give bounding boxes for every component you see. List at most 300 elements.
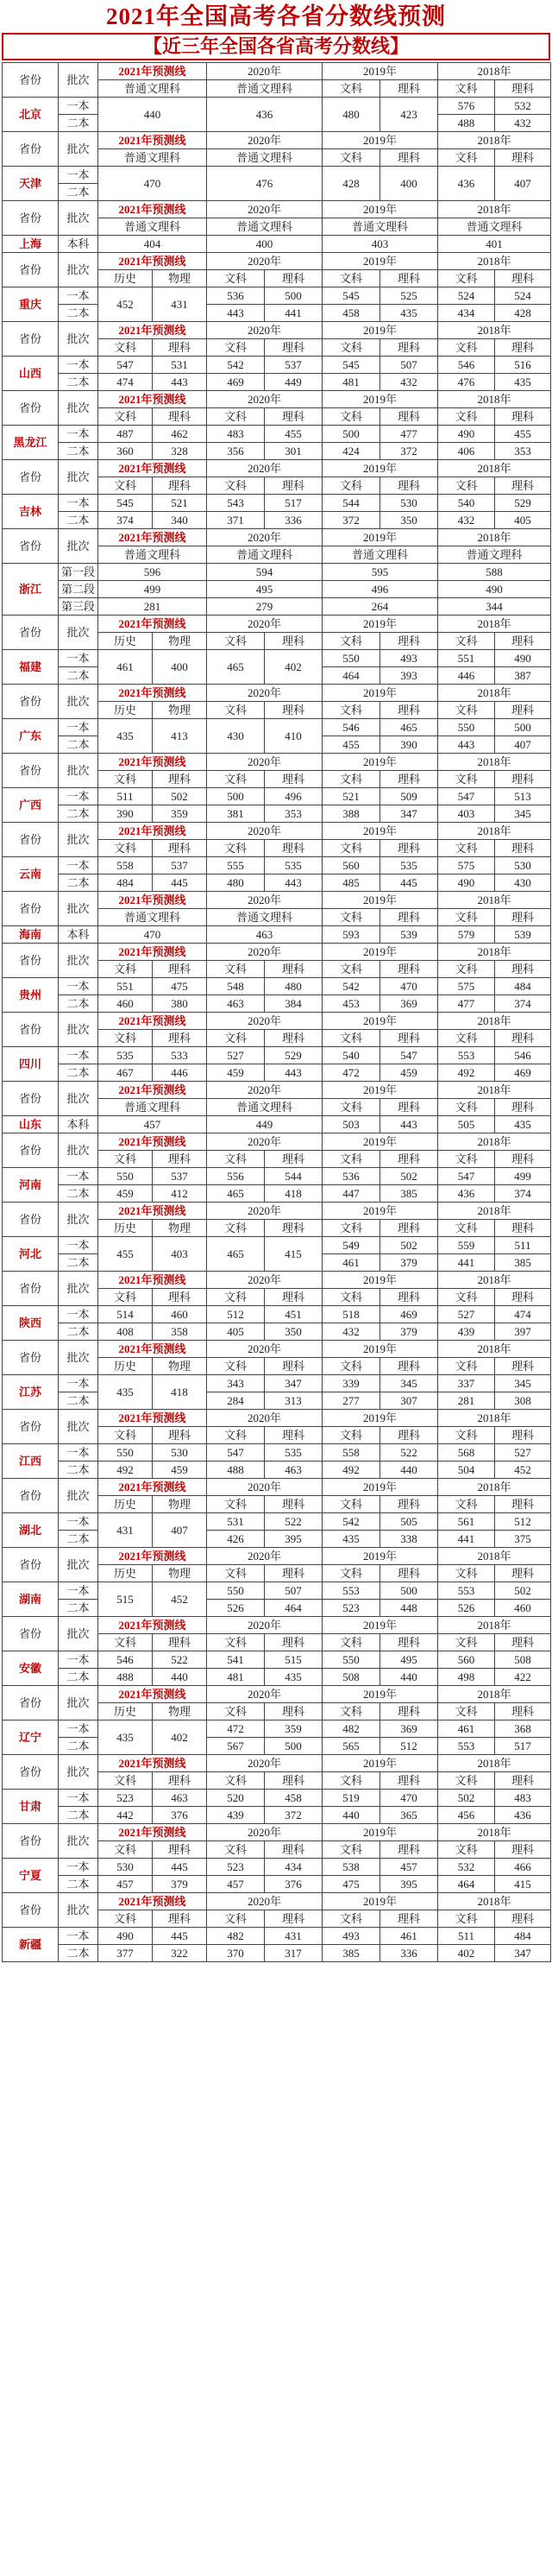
- score-cell: 395: [265, 1531, 323, 1548]
- subject-header: 理科: [495, 1496, 551, 1513]
- batch-cell: 二本: [59, 995, 98, 1013]
- subject-header: 文科: [438, 1220, 495, 1237]
- score-cell: 525: [380, 287, 438, 305]
- subject-header: 理科: [153, 1634, 207, 1651]
- subject-header: 文科: [207, 1220, 265, 1237]
- score-cell: 426: [207, 1531, 265, 1548]
- batch-cell: 二本: [59, 374, 98, 391]
- province-label-cell: 省份: [3, 1479, 59, 1513]
- province-name: 天津: [3, 167, 59, 201]
- score-cell: 436: [207, 98, 323, 132]
- score-cell: 594: [207, 564, 323, 581]
- score-cell: 412: [153, 1185, 207, 1203]
- score-cell: 553: [323, 1582, 380, 1600]
- year-2018-header: 2018年: [438, 616, 551, 633]
- data-row: [3, 357, 551, 374]
- score-cell: 435: [98, 1375, 153, 1410]
- pred-header: 2021年预测线: [98, 1893, 207, 1910]
- batch-label-cell: 批次: [59, 391, 98, 426]
- subject-header: 文科: [207, 1565, 265, 1582]
- province-name: 湖北: [3, 1513, 59, 1548]
- province-header-row: [3, 1133, 551, 1151]
- score-cell: 430: [495, 874, 551, 892]
- subject-header: 理科: [380, 702, 438, 719]
- province-label-cell: 省份: [3, 63, 59, 98]
- subject-header: 文科: [323, 80, 380, 98]
- score-cell: 502: [380, 1237, 438, 1254]
- score-cell: 500: [265, 287, 323, 305]
- pred-header: 2021年预测线: [98, 1013, 207, 1030]
- score-cell: 428: [495, 305, 551, 322]
- pred-header: 2021年预测线: [98, 201, 207, 218]
- subject-header: 理科: [495, 1772, 551, 1790]
- score-cell: 317: [265, 1945, 323, 1962]
- score-cell: 550: [323, 650, 380, 667]
- score-cell: 576: [438, 98, 495, 115]
- subject-header: 理科: [495, 1841, 551, 1859]
- subject-header: 文科: [438, 702, 495, 719]
- data-row: [3, 443, 551, 460]
- data-row: [3, 874, 551, 892]
- data-row: [3, 495, 551, 512]
- score-cell: 340: [153, 512, 207, 529]
- score-cell: 449: [207, 1116, 323, 1133]
- subject-header: 文科: [98, 1634, 153, 1651]
- data-row: [3, 1531, 551, 1548]
- score-cell: 403: [438, 805, 495, 823]
- score-cell: 488: [98, 1669, 153, 1686]
- score-cell: 524: [438, 287, 495, 305]
- subject-header: 文科: [438, 1910, 495, 1928]
- pred-header: 2021年预测线: [98, 1686, 207, 1703]
- score-cell: 279: [207, 598, 323, 616]
- score-cell: 457: [207, 1876, 265, 1893]
- subject-header: 理科: [380, 1289, 438, 1306]
- subject-header: 文科: [323, 1703, 380, 1720]
- score-cell: 337: [438, 1375, 495, 1392]
- year-2019-header: 2019年: [323, 1686, 438, 1703]
- score-cell: 415: [495, 1876, 551, 1893]
- score-cell: 512: [207, 1306, 265, 1323]
- score-cell: 523: [207, 1859, 265, 1876]
- score-cell: 544: [323, 495, 380, 512]
- year-2019-header: 2019年: [323, 1082, 438, 1099]
- score-cell: 498: [438, 1669, 495, 1686]
- subject-header: 文科: [438, 270, 495, 287]
- score-cell: 457: [98, 1116, 207, 1133]
- score-cell: 588: [438, 564, 551, 581]
- batch-cell: 二本: [59, 1876, 98, 1893]
- batch-cell: 二本: [59, 1185, 98, 1203]
- score-cell: 465: [380, 719, 438, 736]
- data-row: [3, 1047, 551, 1064]
- province-header-row: [3, 1479, 551, 1496]
- score-cell: 388: [323, 805, 380, 823]
- data-row: [3, 598, 551, 616]
- score-cell: 455: [265, 426, 323, 443]
- year-2019-header: 2019年: [323, 1824, 438, 1841]
- subject-header: 物理: [153, 633, 207, 650]
- score-cell: 441: [438, 1531, 495, 1548]
- subject-header: 理科: [495, 408, 551, 426]
- subject-header: 理科: [153, 840, 207, 857]
- subject-header: 理科: [380, 149, 438, 167]
- score-cell: 441: [438, 1254, 495, 1272]
- score-cell: 403: [153, 1237, 207, 1272]
- subject-header: 理科: [380, 1358, 438, 1375]
- province-header-row: [3, 1548, 551, 1565]
- province-label-cell: 省份: [3, 1133, 59, 1168]
- subject-header: 理科: [153, 408, 207, 426]
- year-2018-header: 2018年: [438, 1341, 551, 1358]
- score-cell: 435: [495, 1116, 551, 1133]
- score-cell: 448: [380, 1600, 438, 1617]
- subject-header: 文科: [438, 1496, 495, 1513]
- score-cell: 511: [495, 1237, 551, 1254]
- score-cell: 535: [380, 857, 438, 874]
- score-cell: 579: [438, 926, 495, 944]
- year-2020-header: 2020年: [207, 1686, 323, 1703]
- data-row: [3, 512, 551, 529]
- score-cell: 544: [265, 1168, 323, 1185]
- province-label-cell: 省份: [3, 391, 59, 426]
- score-cell: 418: [265, 1185, 323, 1203]
- score-cell: 400: [207, 236, 323, 253]
- pred-header: 2021年预测线: [98, 63, 207, 80]
- province-header-row: [3, 754, 551, 771]
- subject-header: 普通文理科: [207, 546, 323, 564]
- score-cell: 530: [495, 857, 551, 874]
- data-row: [3, 1323, 551, 1341]
- score-cell: 359: [153, 805, 207, 823]
- province-header-row: [3, 892, 551, 909]
- batch-label-cell: 批次: [59, 1013, 98, 1047]
- pred-header: 2021年预测线: [98, 1082, 207, 1099]
- score-cell: 521: [153, 495, 207, 512]
- score-cell: 515: [98, 1582, 153, 1617]
- score-cell: 503: [323, 1116, 380, 1133]
- year-2019-header: 2019年: [323, 616, 438, 633]
- subject-header: 理科: [265, 1703, 323, 1720]
- subject-header: 理科: [265, 408, 323, 426]
- year-2020-header: 2020年: [207, 754, 323, 771]
- data-row: [3, 1790, 551, 1807]
- subject-header: 历史: [98, 633, 153, 650]
- data-row: [3, 1669, 551, 1686]
- score-cell: 481: [207, 1669, 265, 1686]
- subject-header: 理科: [380, 270, 438, 287]
- province-label-cell: 省份: [3, 1203, 59, 1237]
- data-row: [3, 287, 551, 305]
- province-header-row: [3, 685, 551, 702]
- subject-header: 历史: [98, 1565, 153, 1582]
- subject-header: 理科: [380, 1772, 438, 1790]
- score-cell: 490: [438, 874, 495, 892]
- score-cell: 547: [438, 1168, 495, 1185]
- province-name: 福建: [3, 650, 59, 685]
- year-2018-header: 2018年: [438, 1082, 551, 1099]
- score-cell: 435: [495, 374, 551, 391]
- subject-header: 理科: [495, 702, 551, 719]
- subject-header: 文科: [438, 1841, 495, 1859]
- province-name: 广东: [3, 719, 59, 754]
- score-cell: 484: [495, 1928, 551, 1945]
- score-cell: 495: [207, 581, 323, 598]
- score-cell: 365: [380, 1807, 438, 1824]
- subject-header: 普通文理科: [207, 909, 323, 926]
- score-cell: 347: [495, 1945, 551, 1962]
- score-cell: 407: [495, 167, 551, 201]
- subject-header: 理科: [380, 1099, 438, 1116]
- subject-header: 理科: [265, 961, 323, 978]
- data-row: [3, 1651, 551, 1669]
- year-2019-header: 2019年: [323, 132, 438, 149]
- score-cell: 529: [495, 495, 551, 512]
- score-cell: 369: [380, 1720, 438, 1738]
- province-header-row: [3, 1410, 551, 1427]
- score-cell: 401: [438, 236, 551, 253]
- batch-label-cell: 批次: [59, 63, 98, 98]
- score-cell: 381: [207, 805, 265, 823]
- subject-header: 理科: [380, 961, 438, 978]
- subject-header: 文科: [207, 1910, 265, 1928]
- score-cell: 443: [207, 305, 265, 322]
- batch-cell: 二本: [59, 1392, 98, 1410]
- year-2018-header: 2018年: [438, 201, 551, 218]
- score-cell: 508: [323, 1669, 380, 1686]
- score-cell: 550: [98, 1444, 153, 1462]
- subject-header: 文科: [323, 1099, 380, 1116]
- score-cell: 445: [153, 874, 207, 892]
- subject-header: 文科: [438, 408, 495, 426]
- data-row: [3, 926, 551, 944]
- data-row: [3, 1859, 551, 1876]
- batch-cell: 一本: [59, 1582, 98, 1600]
- province-label-cell: 省份: [3, 1410, 59, 1444]
- score-cell: 455: [495, 426, 551, 443]
- pred-header: 2021年预测线: [98, 1133, 207, 1151]
- subject-header: 物理: [153, 1496, 207, 1513]
- subject-header: 理科: [265, 339, 323, 357]
- year-2018-header: 2018年: [438, 1755, 551, 1772]
- province-header-row: [3, 63, 551, 80]
- year-2020-header: 2020年: [207, 391, 323, 408]
- subject-header: 理科: [153, 1030, 207, 1047]
- year-2018-header: 2018年: [438, 1013, 551, 1030]
- score-cell: 459: [98, 1185, 153, 1203]
- score-cell: 432: [380, 374, 438, 391]
- score-cell: 526: [438, 1600, 495, 1617]
- subject-header: 文科: [438, 149, 495, 167]
- subject-header: 文科: [207, 771, 265, 788]
- score-cell: 477: [438, 995, 495, 1013]
- score-cell: 560: [438, 1651, 495, 1669]
- subject-header: 文科: [323, 909, 380, 926]
- subject-header: 文科: [438, 477, 495, 495]
- score-cell: 481: [323, 374, 380, 391]
- score-cell: 461: [323, 1254, 380, 1272]
- province-label-cell: 省份: [3, 201, 59, 236]
- data-row: [3, 1168, 551, 1185]
- subject-header: 理科: [153, 339, 207, 357]
- score-cell: 400: [153, 650, 207, 685]
- year-2019-header: 2019年: [323, 754, 438, 771]
- score-cell: 408: [98, 1323, 153, 1341]
- subject-header: 文科: [207, 1634, 265, 1651]
- batch-label-cell: 批次: [59, 1082, 98, 1116]
- year-2019-header: 2019年: [323, 892, 438, 909]
- batch-label-cell: 批次: [59, 1341, 98, 1375]
- score-cell: 535: [265, 1444, 323, 1462]
- subject-header: 文科: [438, 339, 495, 357]
- score-cell: 372: [380, 443, 438, 460]
- score-cell: 519: [323, 1790, 380, 1807]
- score-cell: 405: [207, 1323, 265, 1341]
- subject-header: 文科: [438, 1703, 495, 1720]
- score-cell: 495: [380, 1651, 438, 1669]
- subject-header: 历史: [98, 1358, 153, 1375]
- subject-header: 普通文理科: [207, 80, 323, 98]
- score-cell: 550: [323, 1651, 380, 1669]
- score-cell: 488: [438, 115, 495, 132]
- score-cell: 533: [153, 1047, 207, 1064]
- score-cell: 463: [207, 926, 323, 944]
- score-cell: 575: [438, 857, 495, 874]
- score-cell: 521: [323, 788, 380, 805]
- score-cell: 514: [98, 1306, 153, 1323]
- subject-header: 理科: [495, 1151, 551, 1168]
- score-cell: 520: [207, 1790, 265, 1807]
- batch-label-cell: 批次: [59, 460, 98, 495]
- subject-header: 理科: [380, 80, 438, 98]
- year-2019-header: 2019年: [323, 1341, 438, 1358]
- score-cell: 353: [265, 805, 323, 823]
- score-cell: 457: [380, 1859, 438, 1876]
- subject-header: 文科: [323, 1772, 380, 1790]
- pred-header: 2021年预测线: [98, 892, 207, 909]
- data-row: [3, 1185, 551, 1203]
- score-cell: 542: [207, 357, 265, 374]
- score-cell: 455: [98, 1237, 153, 1272]
- year-2020-header: 2020年: [207, 1755, 323, 1772]
- subject-header: 理科: [380, 1427, 438, 1444]
- score-cell: 474: [98, 374, 153, 391]
- subject-header: 理科: [265, 1358, 323, 1375]
- subject-header: 理科: [153, 1772, 207, 1790]
- score-cell: 430: [207, 719, 265, 754]
- score-cell: 493: [380, 650, 438, 667]
- score-cell: 527: [495, 1444, 551, 1462]
- score-cell: 474: [495, 1306, 551, 1323]
- score-cell: 458: [265, 1790, 323, 1807]
- subject-header: 普通文理科: [98, 218, 207, 236]
- subject-header: 文科: [323, 771, 380, 788]
- subject-header: 文科: [323, 1030, 380, 1047]
- pred-header: 2021年预测线: [98, 1341, 207, 1358]
- batch-cell: 一本: [59, 1859, 98, 1876]
- pred-header: 2021年预测线: [98, 1272, 207, 1289]
- score-cell: 443: [265, 874, 323, 892]
- score-cell: 356: [207, 443, 265, 460]
- batch-cell: 一本: [59, 1375, 98, 1392]
- score-cell: 500: [495, 719, 551, 736]
- province-name: 浙江: [3, 564, 59, 616]
- score-cell: 560: [323, 857, 380, 874]
- score-cell: 470: [98, 167, 207, 201]
- score-cell: 547: [207, 1444, 265, 1462]
- score-cell: 490: [438, 581, 551, 598]
- subject-header: 物理: [153, 1220, 207, 1237]
- year-2018-header: 2018年: [438, 1548, 551, 1565]
- score-cell: 343: [207, 1375, 265, 1392]
- score-cell: 500: [323, 426, 380, 443]
- pred-header: 2021年预测线: [98, 1479, 207, 1496]
- score-cell: 483: [207, 426, 265, 443]
- score-cell: 517: [495, 1738, 551, 1755]
- score-cell: 504: [438, 1462, 495, 1479]
- subject-header: 文科: [323, 270, 380, 287]
- pred-header: 2021年预测线: [98, 944, 207, 961]
- subject-header: 理科: [265, 1289, 323, 1306]
- score-cell: 480: [207, 874, 265, 892]
- score-cell: 461: [98, 650, 153, 685]
- year-2020-header: 2020年: [207, 1548, 323, 1565]
- score-cell: 539: [380, 926, 438, 944]
- year-2020-header: 2020年: [207, 823, 323, 840]
- subject-header: 文科: [323, 961, 380, 978]
- year-2018-header: 2018年: [438, 322, 551, 339]
- batch-cell: 一本: [59, 719, 98, 736]
- data-row: [3, 1064, 551, 1082]
- province-name: 上海: [3, 236, 59, 253]
- subject-header: 理科: [495, 961, 551, 978]
- batch-label-cell: 批次: [59, 754, 98, 788]
- page-title: 2021年全国高考各省分数线预测: [106, 3, 446, 29]
- subject-header: 理科: [380, 1634, 438, 1651]
- subject-header: 理科: [265, 477, 323, 495]
- subject-header: 理科: [380, 1030, 438, 1047]
- province-name: 湖南: [3, 1582, 59, 1617]
- score-cell: 404: [98, 236, 207, 253]
- score-cell: 350: [380, 512, 438, 529]
- data-row: [3, 1876, 551, 1893]
- subject-header: 文科: [98, 339, 153, 357]
- score-cell: 551: [438, 650, 495, 667]
- score-cell: 390: [98, 805, 153, 823]
- score-cell: 442: [98, 1807, 153, 1824]
- province-header-row: [3, 1617, 551, 1634]
- score-cell: 439: [438, 1323, 495, 1341]
- subject-header: 文科: [438, 771, 495, 788]
- subject-header: 文科: [438, 1565, 495, 1582]
- subject-header: 文科: [323, 1427, 380, 1444]
- subject-header: 普通文理科: [438, 218, 551, 236]
- score-cell: 308: [495, 1392, 551, 1410]
- subject-header: 文科: [98, 771, 153, 788]
- batch-label-cell: 批次: [59, 132, 98, 167]
- province-name: 河南: [3, 1168, 59, 1203]
- score-cell: 477: [380, 426, 438, 443]
- batch-label-cell: 批次: [59, 529, 98, 564]
- score-cell: 461: [380, 1928, 438, 1945]
- score-cell: 336: [380, 1945, 438, 1962]
- score-cell: 328: [153, 443, 207, 460]
- year-2019-header: 2019年: [323, 1548, 438, 1565]
- score-cell: 513: [495, 788, 551, 805]
- score-cell: 546: [98, 1651, 153, 1669]
- score-cell: 347: [265, 1375, 323, 1392]
- score-cell: 453: [323, 995, 380, 1013]
